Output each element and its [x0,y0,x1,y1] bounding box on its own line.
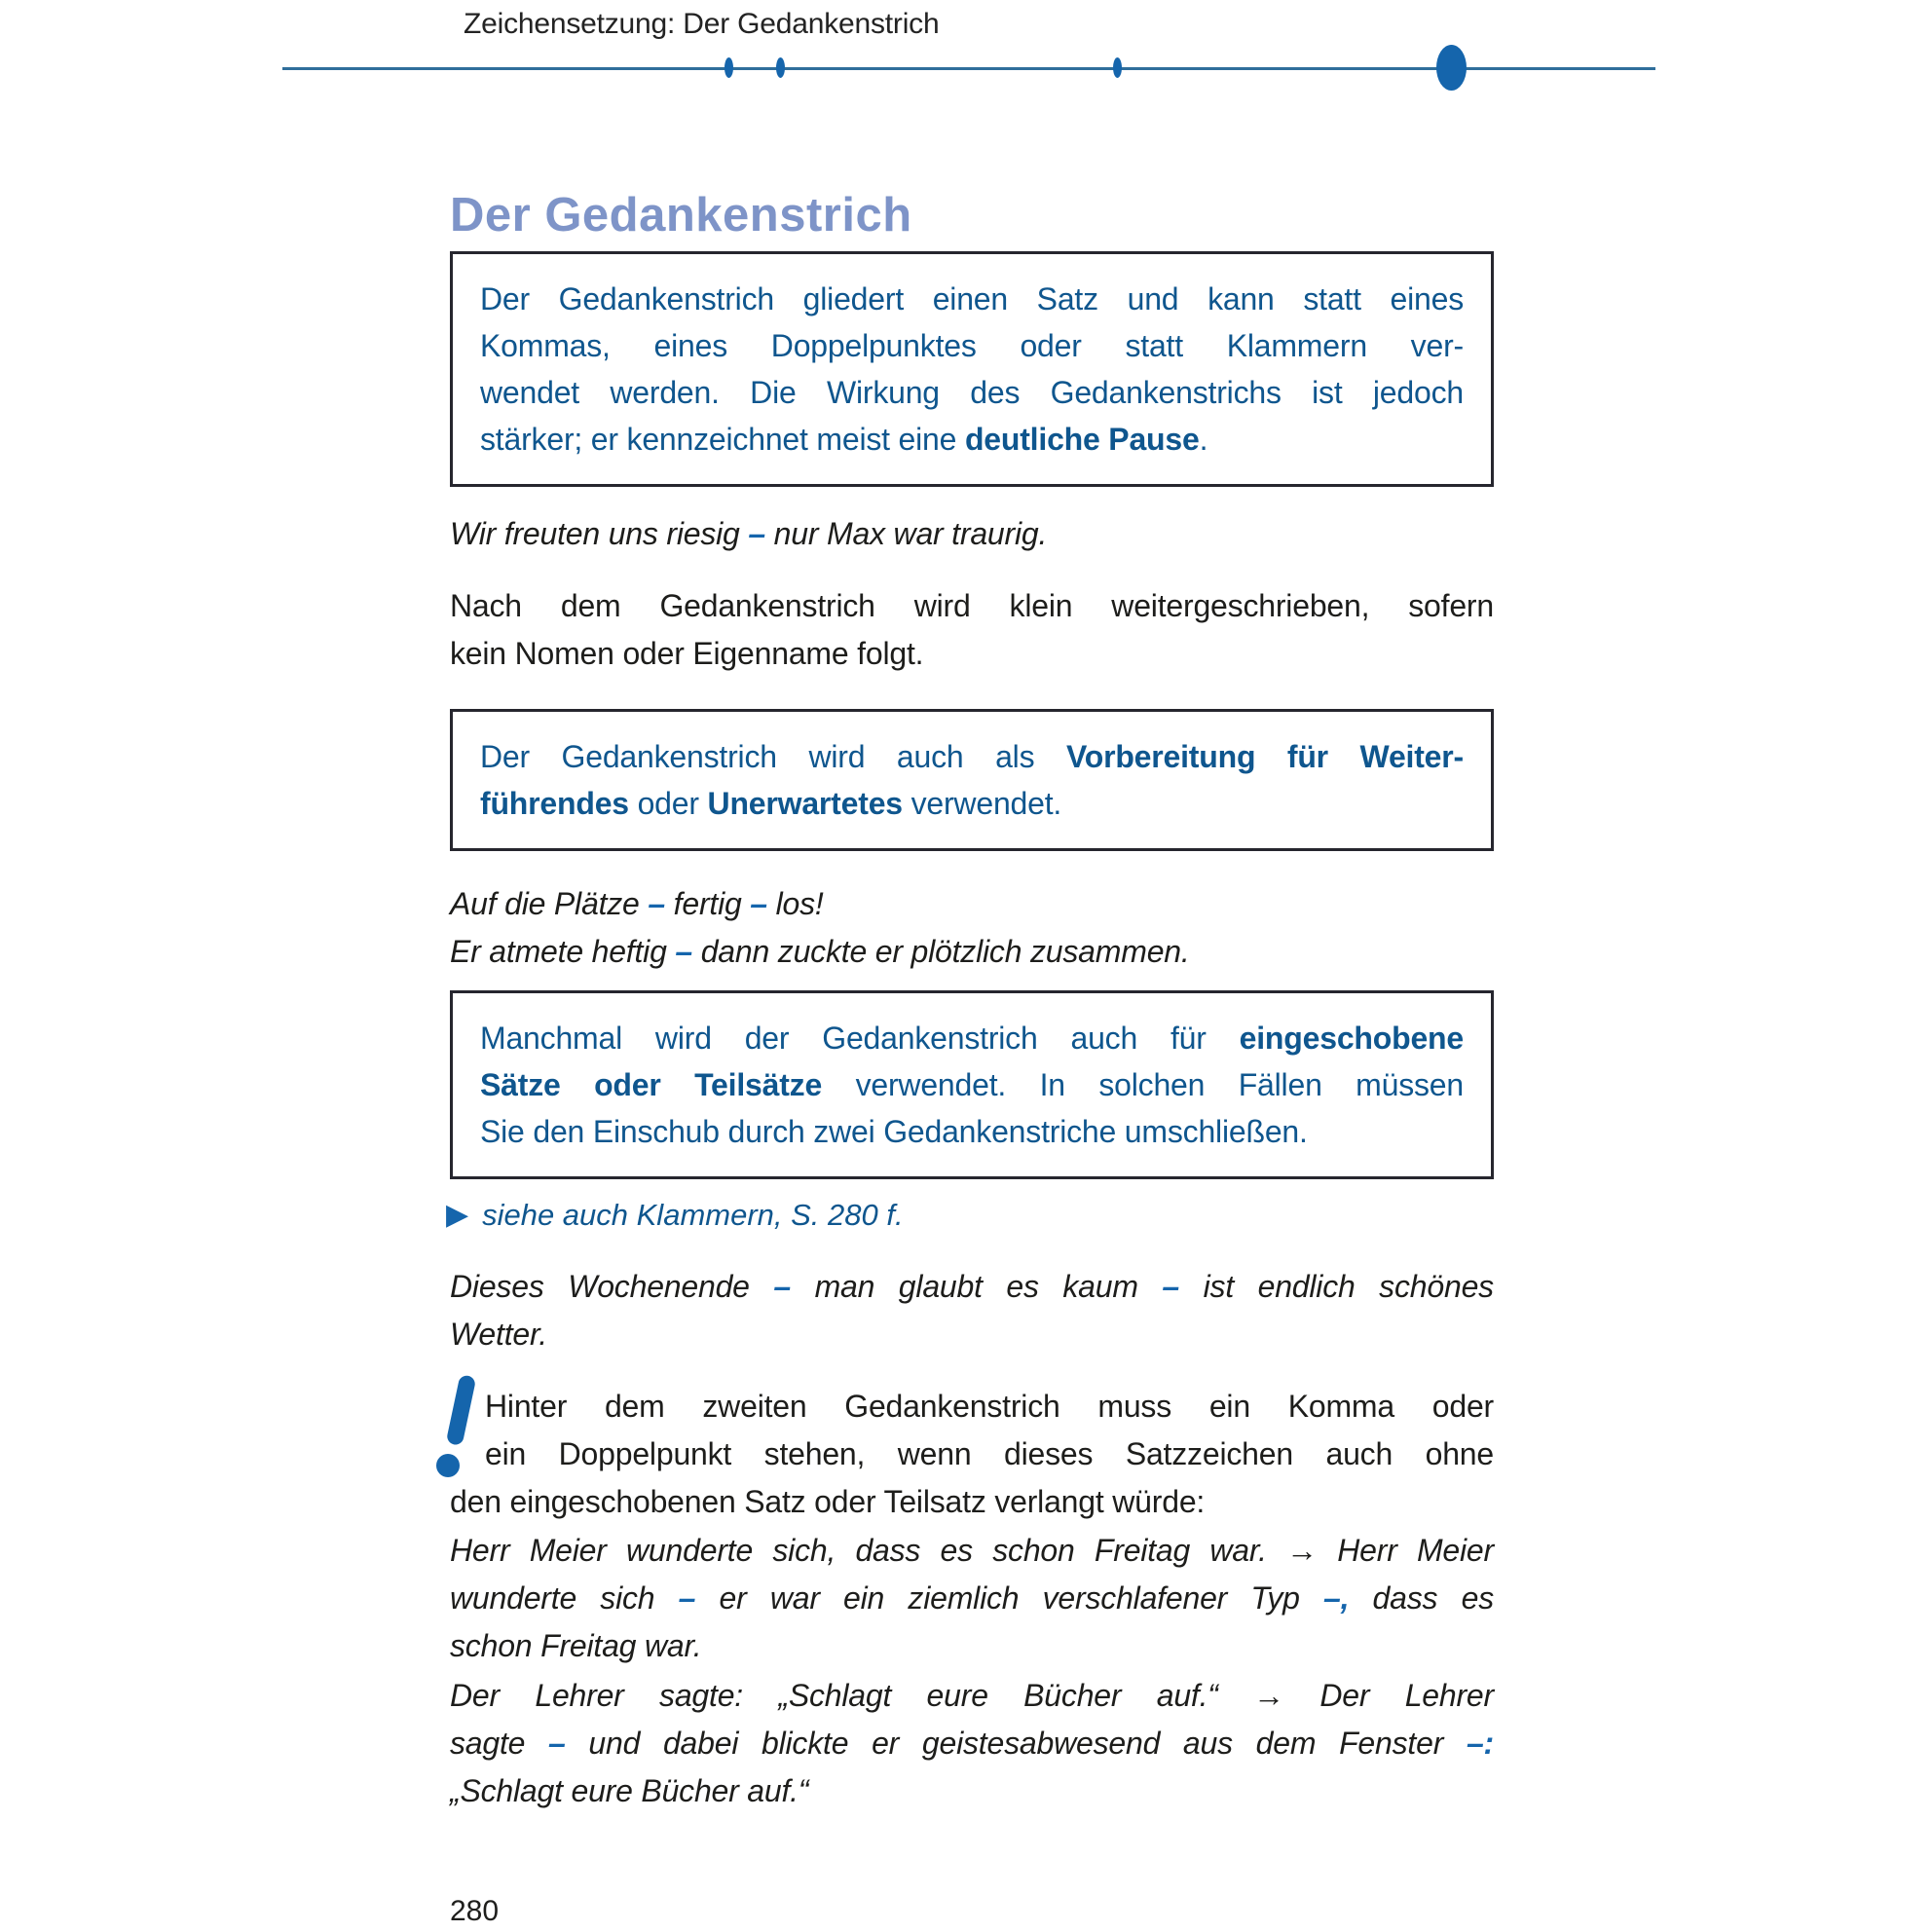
example-herr-meier: Herr Meier wunderte sich, dass es schon Freitag war. → Herr Meier wunderte sich – er war ein ziemlich verschlafener Typ –, dass es schon Freitag war. [450,1533,1494,1663]
exclamation-icon [434,1373,479,1480]
warning-text-full: den eingeschobenen Satz oder Teilsatz verlangt würde: [450,1484,1206,1519]
rule-dot [724,57,733,78]
rule-dot-large [1436,45,1467,91]
chapter-rule [282,67,1655,70]
warning-text-indented: Hinter dem zweiten Gedankenstrich muss ein Komma oder ein Doppelpunkt stehen, wenn dieses Satzzeichen auch ohne [485,1389,1494,1471]
page-title: Der Gedankenstrich [450,188,912,242]
cross-reference-text: siehe auch Klammern, S. 280 f. [482,1198,904,1232]
cross-reference [446,1198,904,1233]
paragraph-nach-dem-gedankenstrich: Nach dem Gedankenstrich wird klein weitergeschrieben, sofern kein Nomen oder Eigenname folgt. [450,588,1494,671]
example-dieses-wochenende: Dieses Wochenende – man glaubt es kaum – ist endlich schönes Wetter. [450,1269,1494,1352]
example-der-lehrer: Der Lehrer sagte: „Schlagt eure Bücher auf.“ → Der Lehrer sagte – und dabei blickte er geistesabwesend aus dem Fenster –: „Schlagt eure Bücher auf.“ [450,1678,1494,1808]
breadcrumb: Zeichensetzung: Der Gedankenstrich [464,8,940,40]
triangle-icon: ▶ [446,1199,469,1231]
rule-box-definition: Der Gedankenstrich gliedert einen Satz und kann statt eines Kommas, eines Doppelpunktes oder statt Klammern ver- wendet werden. Die Wirkung des Gedankenstrichs ist jedoch stärker; er kennzeichnet meist eine deutliche Pause. [450,251,1494,487]
example-auf-die-plaetze: Auf die Plätze – fertig – los! Er atmete heftig – dann zuckte er plötzlich zusammen. [450,886,1190,969]
rule-box-eingeschobene-saetze: Manchmal wird der Gedankenstrich auch für eingeschobene Sätze oder Teilsätze verwendet. In solchen Fällen müssen Sie den Einschub durch zwei Gedankenstriche umschließen. [450,990,1494,1179]
rule-box-vorbereitung: Der Gedankenstrich wird auch als Vorbereitung für Weiter- führendes oder Unerwartetes verwendet. [450,709,1494,851]
page-number: 280 [450,1895,500,1927]
warning-note [450,1383,1494,1526]
example-wir-freuten: Wir freuten uns riesig – nur Max war traurig. [450,516,1048,551]
rule-dot [1113,57,1122,78]
rule-dot [776,57,785,78]
